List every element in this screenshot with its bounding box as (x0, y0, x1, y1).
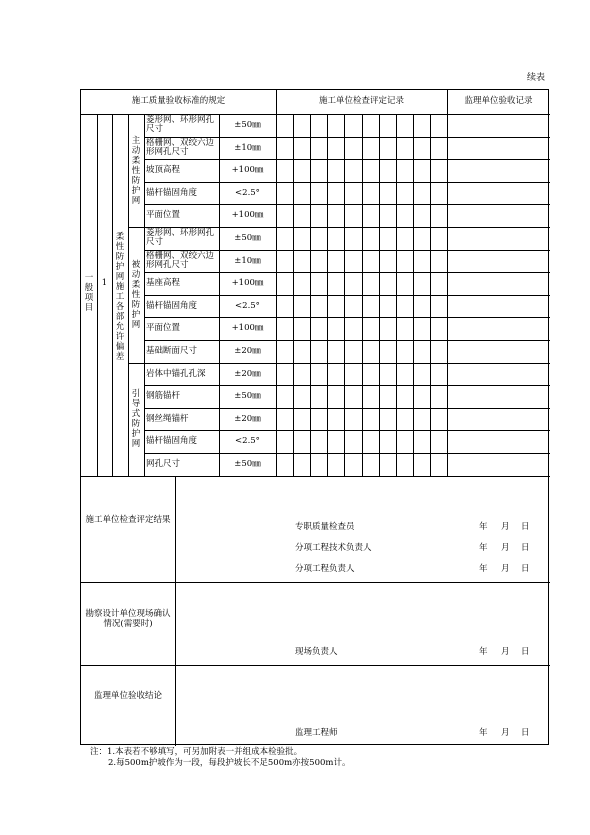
col-divider (128, 114, 129, 476)
signer-title: 分项工程负责人 (295, 563, 355, 574)
section-divider (128, 363, 550, 364)
tolerance-item: 坡顶高程 (146, 165, 181, 176)
tolerance-item: 岩体中锚孔孔深 (146, 368, 206, 379)
tolerance-value: +100㎜ (231, 278, 264, 289)
tolerance-value: <2.5° (235, 187, 260, 198)
inspection-table (80, 89, 549, 745)
signoff-divider (81, 582, 550, 583)
section-name: 引导式防护网 (131, 389, 141, 450)
row-divider (144, 159, 550, 160)
tolerance-value: <2.5° (235, 300, 260, 311)
signoff-label-divider (175, 476, 176, 746)
signer-title: 现场负责人 (295, 646, 338, 657)
rows-bottom-divider (81, 476, 550, 477)
tolerance-value: <2.5° (235, 436, 260, 447)
tolerance-item: 平面位置 (146, 323, 181, 334)
signer-title: 分项工程技术负责人 (295, 542, 372, 553)
tolerance-value: ±20㎜ (234, 368, 261, 379)
tolerance-item: 锚杆锚固角度 (146, 436, 198, 447)
category-label: 一般项目 (84, 272, 94, 313)
tolerance-item: 锚杆锚固角度 (146, 187, 198, 198)
continued-label: 续表 (526, 73, 545, 83)
tolerance-value: ±20㎜ (234, 413, 261, 424)
notes (90, 747, 350, 769)
date-year: 年 (479, 646, 488, 657)
tolerance-item: 菱形网、环形网孔尺寸 (146, 115, 215, 134)
signer-title: 监理工程师 (295, 728, 338, 738)
date-month: 月 (501, 646, 510, 657)
signer-title: 专职质量检查员 (295, 521, 355, 532)
note-1: 注：1.本表若不够填写，可另加附表一并组成本检验批。 (90, 747, 303, 757)
row-divider (144, 204, 550, 205)
row-divider (144, 182, 550, 183)
row-divider (144, 272, 550, 273)
date-day: 日 (521, 521, 530, 532)
tolerance-value: ±50㎜ (234, 391, 261, 402)
date-year: 年 (479, 728, 488, 738)
tolerance-value: +100㎜ (231, 323, 264, 334)
signoff-label: 监理单位验收结论 (93, 691, 162, 702)
row-divider (144, 295, 550, 296)
tolerance-item: 格栅网、双绞六边形网孔尺寸 (146, 137, 215, 157)
tolerance-value: ±10㎜ (234, 142, 261, 153)
tolerance-value: +100㎜ (231, 210, 264, 221)
section-name: 主动柔性防护网 (131, 135, 141, 206)
date-month: 月 (501, 728, 510, 738)
date-year: 年 (479, 542, 488, 553)
row-divider (144, 430, 550, 431)
header-supervisor-record: 监理单位验收记录 (464, 96, 533, 106)
header-contractor-record: 施工单位检查评定记录 (318, 96, 404, 106)
row-divider (144, 408, 550, 409)
date-year: 年 (479, 563, 488, 574)
tolerance-value: +100㎜ (231, 165, 264, 176)
col-divider (97, 114, 98, 476)
tolerance-item: 锚杆锚固角度 (146, 300, 198, 311)
tolerance-item: 基座高程 (146, 278, 181, 289)
tolerance-item: 网孔尺寸 (146, 459, 181, 469)
tolerance-item: 格栅网、双绞六边形网孔尺寸 (146, 250, 215, 270)
date-month: 月 (501, 563, 510, 574)
tolerance-value: ±50㎜ (234, 459, 261, 469)
col-divider (112, 114, 113, 476)
col-divider (447, 90, 448, 476)
tolerance-item: 基础断面尺寸 (146, 346, 198, 356)
tolerance-value: ±50㎜ (234, 120, 261, 130)
row-divider (144, 385, 550, 386)
date-day: 日 (521, 646, 530, 657)
row-divider (144, 317, 550, 318)
signoff-label: 施工单位检查评定结果 (85, 514, 171, 525)
tolerance-item: 平面位置 (146, 210, 181, 221)
tolerance-value: ±10㎜ (234, 255, 261, 266)
signoff-divider (81, 665, 550, 666)
date-day: 日 (521, 728, 530, 738)
tolerance-item: 钢丝绳锚杆 (146, 413, 189, 424)
tolerance-value: ±50㎜ (234, 233, 261, 243)
tolerance-item: 菱形网、环形网孔尺寸 (146, 228, 215, 247)
item-number: 1 (101, 277, 108, 288)
section-name: 被动柔性防护网 (131, 259, 141, 330)
date-day: 日 (521, 563, 530, 574)
row-divider (144, 453, 550, 454)
date-year: 年 (479, 521, 488, 532)
group-title: 柔性防护网施工各部允许偏差 (115, 232, 125, 362)
signoff-label: 勘察设计单位现场确认情况(需要时) (85, 609, 171, 630)
row-divider (144, 340, 550, 341)
note-2: 2.每500m护坡作为一段，每段护坡长不足500m亦按500m计。 (108, 758, 351, 768)
date-day: 日 (521, 542, 530, 553)
date-month: 月 (501, 542, 510, 553)
tolerance-item: 钢筋锚杆 (146, 391, 181, 402)
date-month: 月 (501, 521, 510, 532)
header-standard: 施工质量验收标准的规定 (131, 96, 226, 106)
col-divider (276, 90, 277, 476)
tolerance-value: ±20㎜ (234, 346, 261, 356)
